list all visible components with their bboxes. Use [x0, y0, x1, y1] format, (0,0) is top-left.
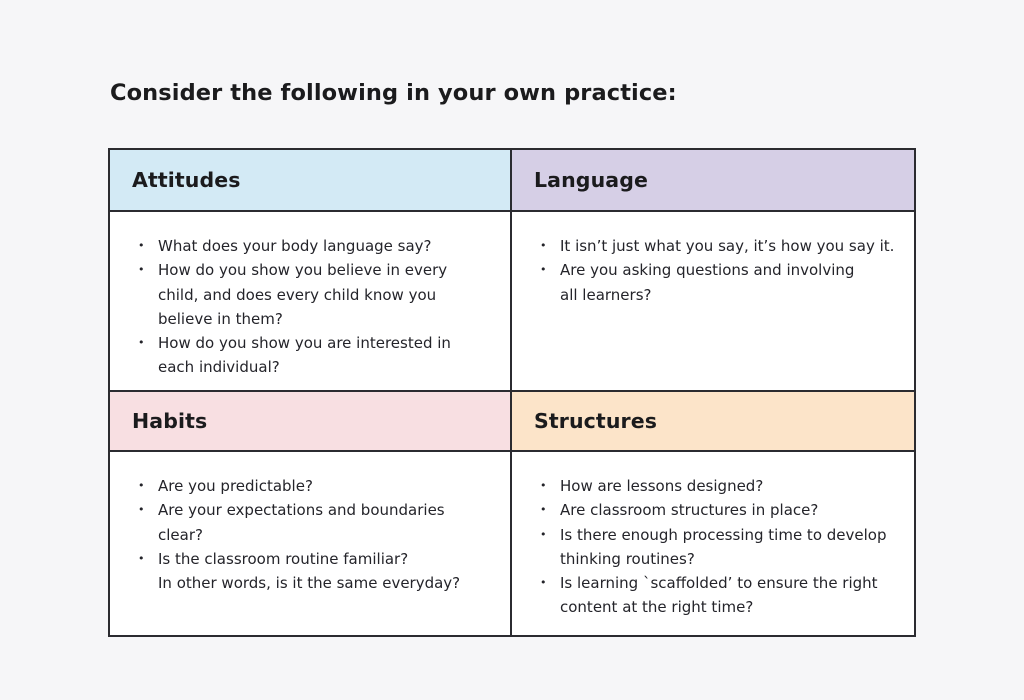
list-item-line: In other words, is it the same everyday? — [158, 574, 461, 593]
list-item-line: • Are your expectations and boundaries clear? — [158, 501, 445, 544]
list-item — [136, 331, 492, 380]
quadrant-body-language — [512, 212, 914, 390]
practice-matrix-table — [108, 148, 916, 637]
list-item-line: • Is the classroom routine familiar? — [158, 549, 409, 568]
quadrant-header-attitudes — [110, 150, 512, 212]
quadrant-title-attitudes: Attitudes — [132, 167, 241, 192]
list-item-line: • How are lessons designed? — [560, 477, 764, 495]
list-item — [136, 547, 492, 571]
quadrant-body-attitudes — [110, 212, 512, 390]
list-item-line: content at the right time? — [560, 598, 754, 617]
list-item-line: • It isn’t just what you say, it’s how you say it. — [560, 237, 895, 255]
quadrant-title-language: Language — [534, 167, 648, 192]
list-item — [136, 258, 492, 331]
list-item — [538, 234, 896, 258]
quadrant-body-structures — [512, 452, 914, 635]
list-item-line: • Are you asking questions and involving — [560, 261, 855, 280]
quadrant-header-habits — [110, 390, 512, 452]
list-item-line: thinking routines? — [560, 549, 695, 568]
list-item — [136, 571, 492, 595]
point-list-attitudes — [136, 234, 492, 380]
list-item-line: child, and does every child know you — [158, 285, 437, 304]
list-item — [136, 234, 492, 258]
list-item — [538, 571, 896, 620]
quadrant-header-language — [512, 150, 914, 212]
list-item-line: • What does your body language say? — [158, 237, 432, 255]
list-item-line: believe in them? — [158, 309, 283, 328]
list-item-line: • How do you show you believe in every — [158, 261, 448, 280]
list-item-line: • Are classroom structures in place? — [560, 501, 819, 520]
quadrant-title-structures: Structures — [534, 408, 658, 433]
quadrant-title-habits: Habits — [132, 408, 208, 433]
point-list-habits — [136, 474, 492, 595]
list-item-line: each individual? — [158, 358, 280, 377]
list-item — [538, 498, 896, 522]
list-item — [538, 258, 896, 307]
list-item — [538, 523, 896, 572]
list-item-line: all learners? — [560, 285, 652, 304]
list-item-line: • Are you predictable? — [158, 477, 313, 495]
list-item-line: • How do you show you are interested in — [158, 334, 451, 353]
list-item — [538, 474, 896, 498]
list-item-line: • Is learning `scaffolded’ to ensure the right — [560, 574, 878, 593]
list-item — [136, 474, 492, 498]
point-list-language — [538, 234, 896, 307]
page-title: Consider the following in your own practice: — [110, 80, 677, 106]
quadrant-body-habits — [110, 452, 512, 635]
list-item — [136, 498, 492, 547]
point-list-structures — [538, 474, 896, 620]
quadrant-header-structures — [512, 390, 914, 452]
list-item-line: • Is there enough processing time to develop — [560, 525, 887, 544]
